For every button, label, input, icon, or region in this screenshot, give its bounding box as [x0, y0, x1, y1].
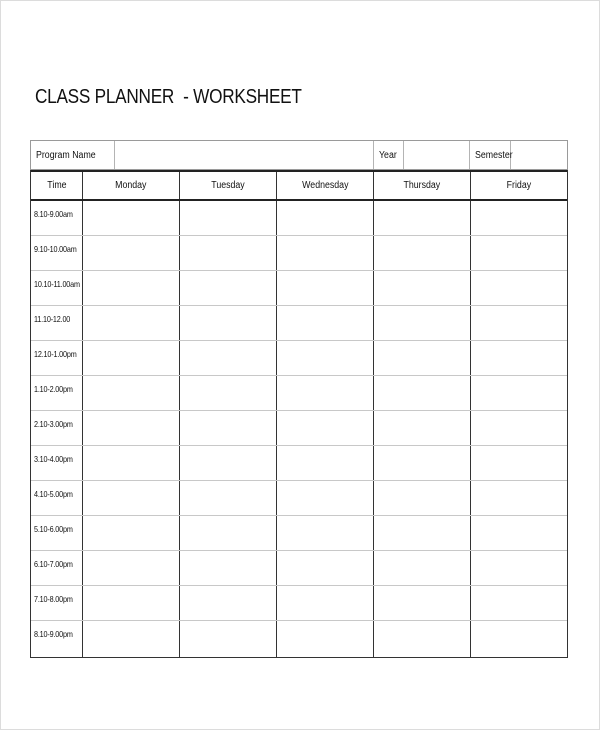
time-slot-cell: [31, 411, 83, 445]
cell-thursday[interactable]: [374, 621, 471, 657]
cell-friday[interactable]: [471, 376, 567, 410]
cell-thursday[interactable]: [374, 446, 471, 480]
schedule-row: [31, 341, 567, 376]
grid-header-row: [31, 170, 567, 201]
time-slot-cell: [31, 341, 83, 375]
cell-monday[interactable]: [83, 481, 180, 515]
cell-wednesday[interactable]: [277, 341, 374, 375]
cell-tuesday[interactable]: [180, 516, 277, 550]
cell-wednesday[interactable]: [277, 201, 374, 235]
cell-friday[interactable]: [471, 306, 567, 340]
year-label: Year: [378, 149, 397, 161]
program-name-label: Program Name: [36, 149, 96, 161]
cell-thursday[interactable]: [374, 481, 471, 515]
program-name-label-cell: [31, 141, 115, 169]
header-thursday: [374, 172, 471, 199]
time-slot-label: 8.10-9.00pm: [34, 629, 73, 639]
header-wednesday: [277, 172, 374, 199]
cell-tuesday[interactable]: [180, 551, 277, 585]
time-slot-cell: [31, 376, 83, 410]
cell-tuesday[interactable]: [180, 201, 277, 235]
cell-monday[interactable]: [83, 306, 180, 340]
schedule-row: [31, 236, 567, 271]
cell-thursday[interactable]: [374, 341, 471, 375]
schedule-row: [31, 481, 567, 516]
cell-wednesday[interactable]: [277, 516, 374, 550]
time-slot-cell: [31, 621, 83, 657]
time-slot-cell: [31, 271, 83, 305]
semester-field[interactable]: [511, 141, 567, 169]
cell-monday[interactable]: [83, 516, 180, 550]
cell-tuesday[interactable]: [180, 621, 277, 657]
cell-friday[interactable]: [471, 551, 567, 585]
cell-monday[interactable]: [83, 201, 180, 235]
cell-friday[interactable]: [471, 621, 567, 657]
cell-wednesday[interactable]: [277, 271, 374, 305]
time-slot-cell: [31, 586, 83, 620]
schedule-row: [31, 411, 567, 446]
header-thursday-label: Thursday: [403, 180, 441, 191]
header-time-label: Time: [46, 180, 67, 191]
cell-friday[interactable]: [471, 446, 567, 480]
header-tuesday: [180, 172, 277, 199]
cell-thursday[interactable]: [374, 236, 471, 270]
schedule-row: [31, 271, 567, 306]
semester-label: Semester: [475, 149, 513, 161]
header-time: [31, 172, 83, 199]
cell-tuesday[interactable]: [180, 271, 277, 305]
cell-thursday[interactable]: [374, 201, 471, 235]
page-title: CLASS PLANNER - WORKSHEET: [35, 86, 302, 108]
time-slot-label: 1.10-2.00pm: [34, 384, 73, 394]
cell-monday[interactable]: [83, 271, 180, 305]
header-tuesday-label: Tuesday: [211, 180, 245, 191]
schedule-row: [31, 306, 567, 341]
time-slot-cell: [31, 236, 83, 270]
time-slot-label: 4.10-5.00pm: [34, 489, 73, 499]
cell-monday[interactable]: [83, 446, 180, 480]
schedule-grid: [30, 170, 568, 658]
cell-tuesday[interactable]: [180, 411, 277, 445]
header-wednesday-label: Wednesday: [301, 180, 349, 191]
schedule-row: [31, 516, 567, 551]
cell-monday[interactable]: [83, 621, 180, 657]
cell-tuesday[interactable]: [180, 376, 277, 410]
cell-tuesday[interactable]: [180, 236, 277, 270]
cell-tuesday[interactable]: [180, 306, 277, 340]
time-slot-cell: [31, 306, 83, 340]
time-slot-label: 12.10-1.00pm: [34, 349, 77, 359]
semester-label-cell: [470, 141, 511, 169]
cell-friday[interactable]: [471, 586, 567, 620]
time-slot-cell: [31, 551, 83, 585]
schedule-row: [31, 446, 567, 481]
cell-wednesday[interactable]: [277, 586, 374, 620]
program-info-row: [30, 140, 568, 170]
time-slot-cell: [31, 481, 83, 515]
cell-wednesday[interactable]: [277, 621, 374, 657]
year-field[interactable]: [404, 141, 470, 169]
time-slot-cell: [31, 446, 83, 480]
time-slot-label: 10.10-11.00am: [34, 279, 80, 289]
time-slot-label: 7.10-8.00pm: [34, 594, 73, 604]
cell-friday[interactable]: [471, 481, 567, 515]
cell-thursday[interactable]: [374, 271, 471, 305]
cell-thursday[interactable]: [374, 411, 471, 445]
header-friday-label: Friday: [506, 180, 532, 191]
schedule-row: [31, 586, 567, 621]
cell-wednesday[interactable]: [277, 481, 374, 515]
cell-wednesday[interactable]: [277, 411, 374, 445]
time-slot-label: 9.10-10.00am: [34, 244, 77, 254]
time-slot-label: 5.10-6.00pm: [34, 524, 73, 534]
cell-tuesday[interactable]: [180, 481, 277, 515]
cell-wednesday[interactable]: [277, 306, 374, 340]
cell-monday[interactable]: [83, 411, 180, 445]
cell-monday[interactable]: [83, 236, 180, 270]
cell-wednesday[interactable]: [277, 376, 374, 410]
schedule-row: [31, 201, 567, 236]
cell-wednesday[interactable]: [277, 446, 374, 480]
cell-friday[interactable]: [471, 236, 567, 270]
cell-tuesday[interactable]: [180, 341, 277, 375]
cell-friday[interactable]: [471, 341, 567, 375]
schedule-row: [31, 376, 567, 411]
cell-tuesday[interactable]: [180, 446, 277, 480]
cell-friday[interactable]: [471, 271, 567, 305]
cell-wednesday[interactable]: [277, 236, 374, 270]
cell-wednesday[interactable]: [277, 551, 374, 585]
header-friday: [471, 172, 567, 199]
schedule-row: [31, 621, 567, 657]
schedule-row: [31, 551, 567, 586]
cell-monday[interactable]: [83, 376, 180, 410]
cell-monday[interactable]: [83, 341, 180, 375]
cell-friday[interactable]: [471, 516, 567, 550]
cell-tuesday[interactable]: [180, 586, 277, 620]
time-slot-label: 3.10-4.00pm: [34, 454, 73, 464]
time-slot-label: 2.10-3.00pm: [34, 419, 73, 429]
cell-thursday[interactable]: [374, 586, 471, 620]
cell-monday[interactable]: [83, 551, 180, 585]
grid-body: [31, 201, 567, 657]
cell-thursday[interactable]: [374, 376, 471, 410]
header-monday: [83, 172, 180, 199]
time-slot-cell: [31, 201, 83, 235]
program-name-field[interactable]: [115, 141, 374, 169]
cell-friday[interactable]: [471, 411, 567, 445]
time-slot-label: 6.10-7.00pm: [34, 559, 73, 569]
time-slot-cell: [31, 516, 83, 550]
cell-monday[interactable]: [83, 586, 180, 620]
time-slot-label: 8.10-9.00am: [34, 209, 73, 219]
year-label-cell: [374, 141, 405, 169]
time-slot-label: 11.10-12.00: [34, 314, 71, 324]
cell-thursday[interactable]: [374, 306, 471, 340]
cell-thursday[interactable]: [374, 516, 471, 550]
header-monday-label: Monday: [115, 180, 147, 191]
cell-friday[interactable]: [471, 201, 567, 235]
cell-thursday[interactable]: [374, 551, 471, 585]
